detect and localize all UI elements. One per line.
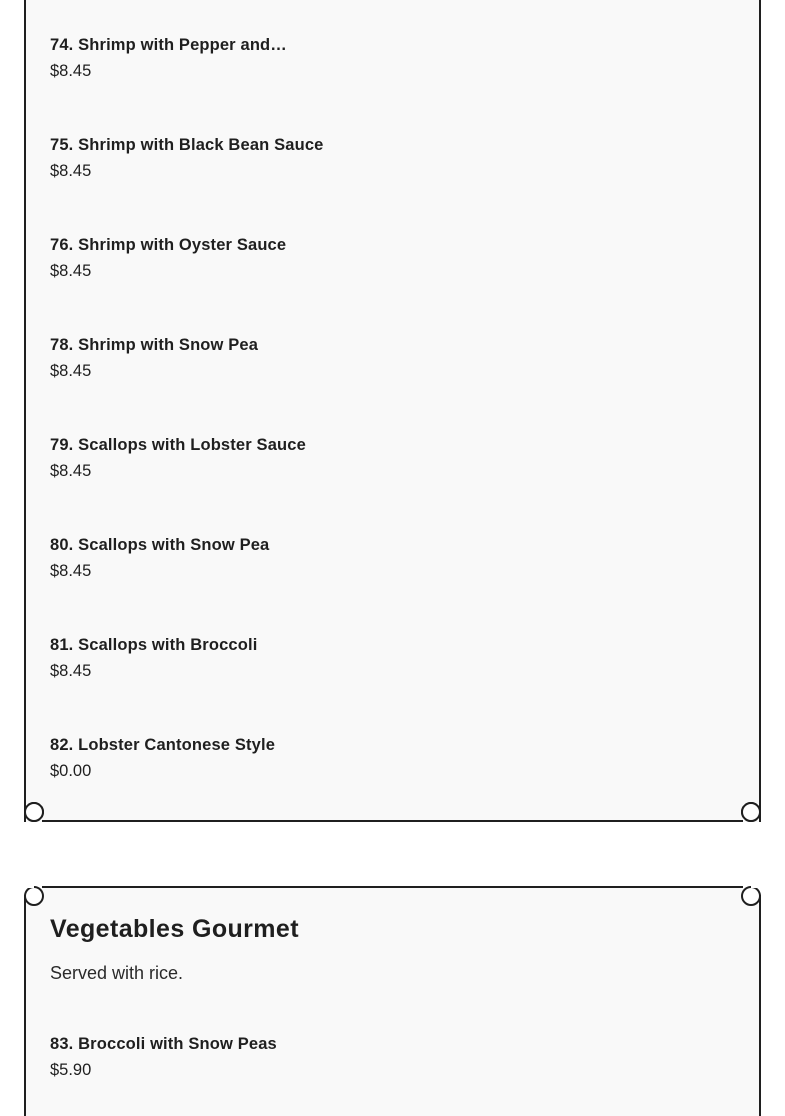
card-right-border — [759, 895, 761, 906]
card-bottom-border — [42, 820, 743, 822]
item-name: 75. Shrimp with Black Bean Sauce — [50, 136, 324, 154]
item-price: $8.45 — [50, 162, 92, 180]
menu-item[interactable] — [50, 35, 287, 81]
item-name: 74. Shrimp with Pepper and… — [50, 36, 287, 54]
menu-item[interactable] — [50, 635, 257, 681]
item-price: $8.45 — [50, 562, 92, 580]
item-name: 82. Lobster Cantonese Style — [50, 736, 276, 754]
corner-mask — [24, 886, 34, 888]
item-price: $0.00 — [50, 762, 92, 780]
section-title: Vegetables Gourmet — [50, 915, 299, 943]
menu-section-card — [24, 0, 761, 822]
menu-item[interactable] — [50, 135, 323, 181]
item-price: $5.90 — [50, 1061, 92, 1079]
corner-mask — [751, 886, 761, 888]
item-name: 80. Scallops with Snow Pea — [50, 536, 270, 554]
card-corner-top-left — [24, 886, 44, 906]
item-price: $8.45 — [50, 262, 92, 280]
card-top-border — [42, 886, 743, 888]
item-name: 81. Scallops with Broccoli — [50, 636, 258, 654]
item-name: 83. Broccoli with Snow Peas — [50, 1035, 277, 1053]
menu-item[interactable] — [50, 535, 269, 581]
item-price: $8.45 — [50, 362, 92, 380]
item-price: $8.45 — [50, 662, 92, 680]
item-name: 78. Shrimp with Snow Pea — [50, 336, 259, 354]
item-name: 76. Shrimp with Oyster Sauce — [50, 236, 287, 254]
item-name: 79. Scallops with Lobster Sauce — [50, 436, 306, 454]
section-description: Served with rice. — [50, 963, 184, 983]
menu-item[interactable] — [50, 435, 306, 481]
corner-arc — [24, 802, 44, 822]
item-price: $8.45 — [50, 462, 92, 480]
menu-item[interactable] — [50, 735, 275, 781]
menu-item[interactable] — [50, 1034, 277, 1080]
corner-arc — [741, 802, 761, 822]
card-corner-top-right — [741, 886, 761, 906]
item-price: $8.45 — [50, 62, 92, 80]
card-left-border — [24, 895, 26, 906]
menu-item[interactable] — [50, 235, 286, 281]
menu-item[interactable] — [50, 335, 258, 381]
